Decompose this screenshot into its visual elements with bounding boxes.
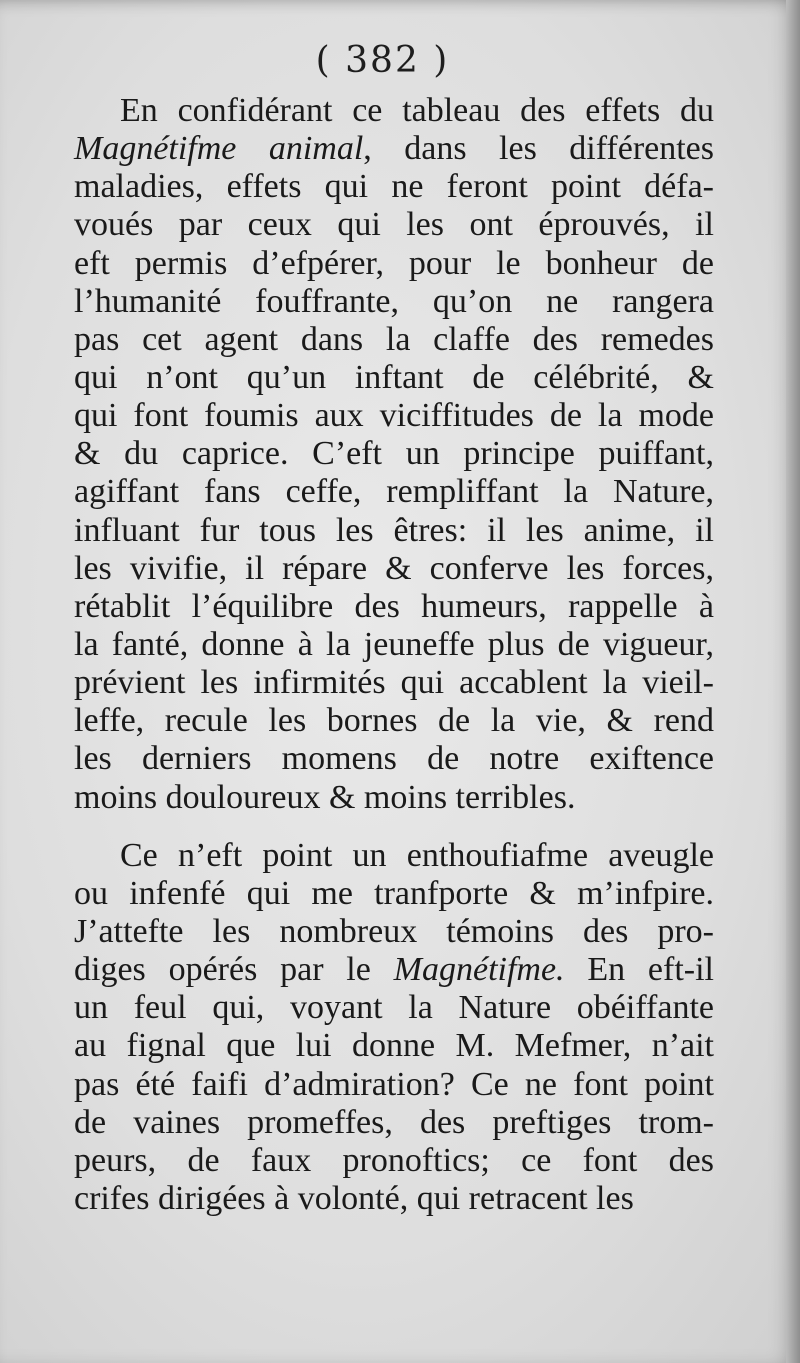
text-line: diges opérés par le Magnétifme. En eft-il bbox=[74, 951, 714, 989]
text-line: de vaines promeffes, des preftiges trom- bbox=[74, 1103, 714, 1141]
page-edge bbox=[786, 0, 800, 1363]
text-line: En confidérant ce tableau des effets du bbox=[120, 92, 714, 129]
text-line: peurs, de faux pronoftics; ce font des bbox=[74, 1141, 714, 1179]
text-line: eft permis d’efpérer, pour le bonheur de bbox=[74, 244, 714, 282]
text-line: crifes dirigées à volonté, qui retracent les bbox=[74, 1179, 634, 1217]
text-line: qui n’ont qu’un inftant de célébrité, & bbox=[74, 358, 714, 396]
page-number: ( 382 ) bbox=[315, 40, 450, 81]
text-line: leffe, recule les bornes de la vie, & rend bbox=[74, 702, 714, 740]
text-line: les vivifie, il répare & conferve les forces, bbox=[74, 549, 714, 587]
body-text bbox=[74, 92, 714, 1218]
text-line: maladies, effets qui ne feront point défa- bbox=[74, 168, 714, 206]
text-line: prévient les infirmités qui accablent la vieil- bbox=[74, 664, 714, 702]
text-line: un feul qui, voyant la Nature obéiffante bbox=[74, 989, 714, 1027]
text-line: Ce n’eft point un enthoufiafme aveugle bbox=[120, 836, 714, 874]
text-line: rétablit l’équilibre des humeurs, rappelle à bbox=[74, 587, 714, 625]
text-line: les derniers momens de notre exiftence bbox=[74, 740, 714, 778]
text-line: qui font foumis aux viciffitudes de la mode bbox=[74, 397, 714, 435]
text-line: l’humanité fouffrante, qu’on ne rangera bbox=[74, 282, 714, 320]
text-line: & du caprice. C’eft un principe puiffant, bbox=[74, 435, 714, 473]
text-line: J’attefte les nombreux témoins des pro- bbox=[74, 912, 714, 950]
text-line: agiffant fans ceffe, rempliffant la Nature, bbox=[74, 473, 714, 511]
text-line: ou infenfé qui me tranfporte & m’infpire. bbox=[74, 874, 714, 912]
text-line: voués par ceux qui les ont éprouvés, il bbox=[74, 206, 714, 244]
text-line: pas cet agent dans la claffe des remedes bbox=[74, 320, 714, 358]
text-line: moins douloureux & moins terribles. bbox=[74, 778, 576, 816]
text-line: au fignal que lui donne M. Mefmer, n’ait bbox=[74, 1027, 714, 1065]
text-line: pas été faifi d’admiration? Ce ne font point bbox=[74, 1065, 714, 1103]
text-line: la fanté, donne à la jeuneffe plus de vigueur, bbox=[74, 625, 714, 663]
paragraph-gap bbox=[74, 817, 714, 837]
text-line: Magnétifme animal, dans les différentes bbox=[74, 130, 714, 168]
text-line: influant fur tous les êtres: il les anime, il bbox=[74, 511, 714, 549]
